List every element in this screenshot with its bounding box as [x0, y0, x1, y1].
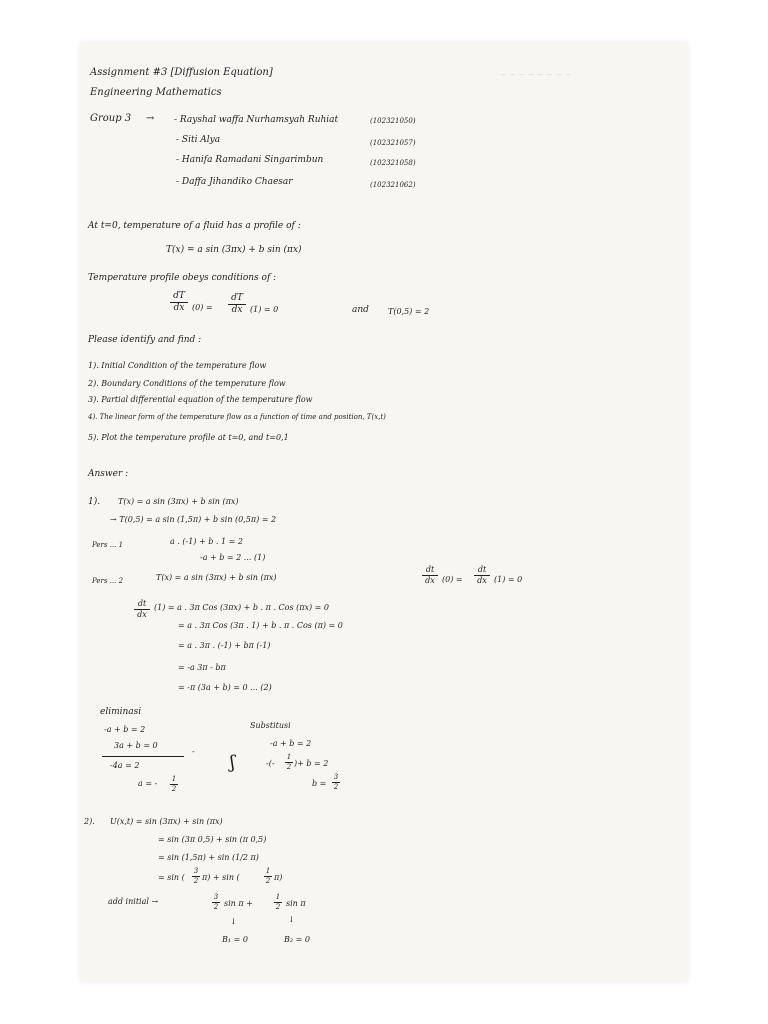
member-id: (102321062)	[370, 181, 416, 189]
derivative-line: = -π (3a + b) = 0 ... (2)	[178, 683, 272, 692]
frac-denominator: 2	[213, 903, 219, 911]
substitution-label: Substitusi	[250, 721, 291, 730]
task-item: 1). Initial Condition of the temperature flow	[88, 361, 267, 370]
derivative-line: (1) = a . 3π Cos (3πx) + b . π . Cos (πx) = 0	[154, 603, 329, 612]
pers-1-label: Pers ... 1	[92, 541, 124, 549]
three-halves-fraction	[192, 868, 200, 885]
elimination-minus: -	[192, 747, 195, 756]
frac-numerator: dT	[231, 293, 243, 303]
answer-2-line: π) + sin (	[202, 873, 240, 882]
member-name: - Siti Alya	[176, 135, 221, 145]
conditions-intro: Temperature profile obeys conditions of :	[88, 273, 277, 283]
and-word: and	[352, 305, 369, 315]
problem-intro: At t=0, temperature of a fluid has a profile of :	[88, 221, 301, 231]
bleed-through-text: ~ ~ ~ ~ ~ ~ ~ ~	[500, 70, 572, 79]
member-id: (102321058)	[370, 159, 416, 167]
answer-1-line: -a + b = 2 ... (1)	[200, 553, 266, 562]
condition-at-zero: (0) =	[192, 303, 213, 312]
side-condition: (1) = 0	[494, 575, 523, 584]
b-value-fraction	[332, 774, 340, 791]
side-dt-dx-fraction	[474, 566, 490, 585]
frac-denominator: 2	[171, 785, 177, 793]
answer-1-line: a . (-1) + b . 1 = 2	[170, 537, 243, 546]
coefficient-result: B₂ = 0	[284, 935, 310, 944]
answer-2-line: = sin (	[158, 873, 185, 882]
frac-denominator: dx	[137, 610, 147, 619]
frac-numerator: dt	[137, 599, 147, 608]
elimination-rule	[102, 756, 184, 757]
side-condition: (0) =	[442, 575, 463, 584]
answer-1-line: → T(0,5) = a sin (1,5π) + b sin (0,5π) = 2	[110, 515, 277, 524]
task-item: 3). Partial differential equation of the temperature flow	[88, 395, 313, 404]
answer-2-line: U(x,t) = sin (3πx) + sin (πx)	[110, 817, 223, 826]
answer-2-number: 2).	[84, 817, 95, 826]
coefficient-fraction	[212, 894, 220, 911]
answer-1-line: T(x) = a sin (3πx) + b sin (πx)	[156, 573, 277, 582]
condition-midpoint: T(0,5) = 2	[388, 307, 430, 316]
add-initial-term: sin π +	[224, 899, 253, 908]
answer-1-line: T(x) = a sin (3πx) + b sin (πx)	[118, 497, 239, 506]
coefficient-result: B₁ = 0	[222, 935, 248, 944]
frac-denominator: dx	[477, 576, 487, 585]
frac-numerator: 1	[171, 775, 177, 783]
frac-numerator: 1	[286, 753, 292, 761]
frac-denominator: 2	[193, 877, 199, 885]
answer-2-line: π)	[274, 873, 283, 882]
add-initial-label: add initial →	[108, 897, 159, 906]
frac-numerator: 3	[213, 893, 219, 901]
frac-numerator: 3	[193, 867, 199, 875]
task-item: 2). Boundary Conditions of the temperature flow	[88, 379, 286, 388]
frac-denominator: dx	[231, 305, 243, 315]
answer-2-line: = sin (3π 0,5) + sin (π 0,5)	[158, 835, 267, 844]
pers-2-label: Pers ... 2	[92, 577, 124, 585]
assignment-title: Assignment #3 [Diffusion Equation]	[90, 67, 273, 78]
find-intro: Please identify and find :	[88, 335, 202, 345]
dT-dx-fraction	[228, 294, 246, 315]
frac-denominator: 2	[265, 877, 271, 885]
a-value-fraction	[170, 776, 178, 793]
elimination-line: -a + b = 2	[104, 725, 146, 734]
frac-denominator: 2	[275, 903, 281, 911]
substitution-line: b =	[312, 779, 327, 788]
down-arrow-icon: ↓	[230, 917, 237, 926]
elimination-line: 3a + b = 0	[114, 741, 158, 750]
notebook-page	[80, 42, 688, 982]
frac-numerator: 1	[275, 893, 281, 901]
task-item: 4). The linear form of the temperature flow as a function of time and position, T(x,t)	[88, 413, 386, 421]
one-half-fraction	[264, 868, 272, 885]
course-title: Engineering Mathematics	[90, 87, 222, 98]
frac-denominator: 2	[333, 783, 339, 791]
derivative-line: = a . 3π . (-1) + bπ (-1)	[178, 641, 271, 650]
half-fraction	[285, 754, 293, 771]
answer-1-number: 1).	[88, 497, 101, 507]
add-initial-term: sin π	[286, 899, 306, 908]
member-id: (102321057)	[370, 139, 416, 147]
substitution-line: )+ b = 2	[294, 759, 329, 768]
side-dt-dx-fraction	[422, 566, 438, 585]
task-item: 5). Plot the temperature profile at t=0, and t=0,1	[88, 433, 289, 442]
substitution-hook: ʃ	[230, 752, 235, 773]
profile-equation: T(x) = a sin (3πx) + b sin (πx)	[166, 245, 302, 255]
down-arrow-icon: ↓	[288, 915, 295, 924]
derivative-line: = -a 3π - bπ	[178, 663, 226, 672]
member-name: - Hanifa Ramadani Singarimbun	[176, 155, 324, 165]
elimination-label: eliminasi	[100, 707, 142, 717]
group-label: Group 3	[90, 113, 132, 124]
member-name: - Rayshal waffa Nurhamsyah Ruhiat	[174, 115, 339, 125]
dT-dx-fraction	[170, 292, 188, 313]
substitution-line: -a + b = 2	[270, 739, 312, 748]
member-id: (102321050)	[370, 117, 416, 125]
member-name: - Daffa Jihandiko Chaesar	[176, 177, 293, 187]
elimination-line: a = -	[138, 779, 158, 788]
frac-numerator: dt	[425, 565, 435, 574]
derivative-line: = a . 3π Cos (3π . 1) + b . π . Cos (π) = 0	[178, 621, 343, 630]
substitution-line: -(-	[266, 759, 275, 768]
answer-2-line: = sin (1,5π) + sin (1/2 π)	[158, 853, 259, 862]
frac-numerator: 3	[333, 773, 339, 781]
frac-denominator: dx	[425, 576, 435, 585]
answer-label: Answer :	[88, 469, 129, 479]
condition-at-one: (1) = 0	[250, 305, 279, 314]
group-arrow: →	[146, 113, 155, 124]
frac-denominator: 2	[286, 763, 292, 771]
derivative-fraction	[134, 600, 150, 619]
frac-denominator: dx	[173, 303, 185, 313]
frac-numerator: dT	[173, 291, 185, 301]
frac-numerator: dt	[477, 565, 487, 574]
elimination-line: -4a = 2	[110, 761, 140, 770]
coefficient-fraction	[274, 894, 282, 911]
frac-numerator: 1	[265, 867, 271, 875]
